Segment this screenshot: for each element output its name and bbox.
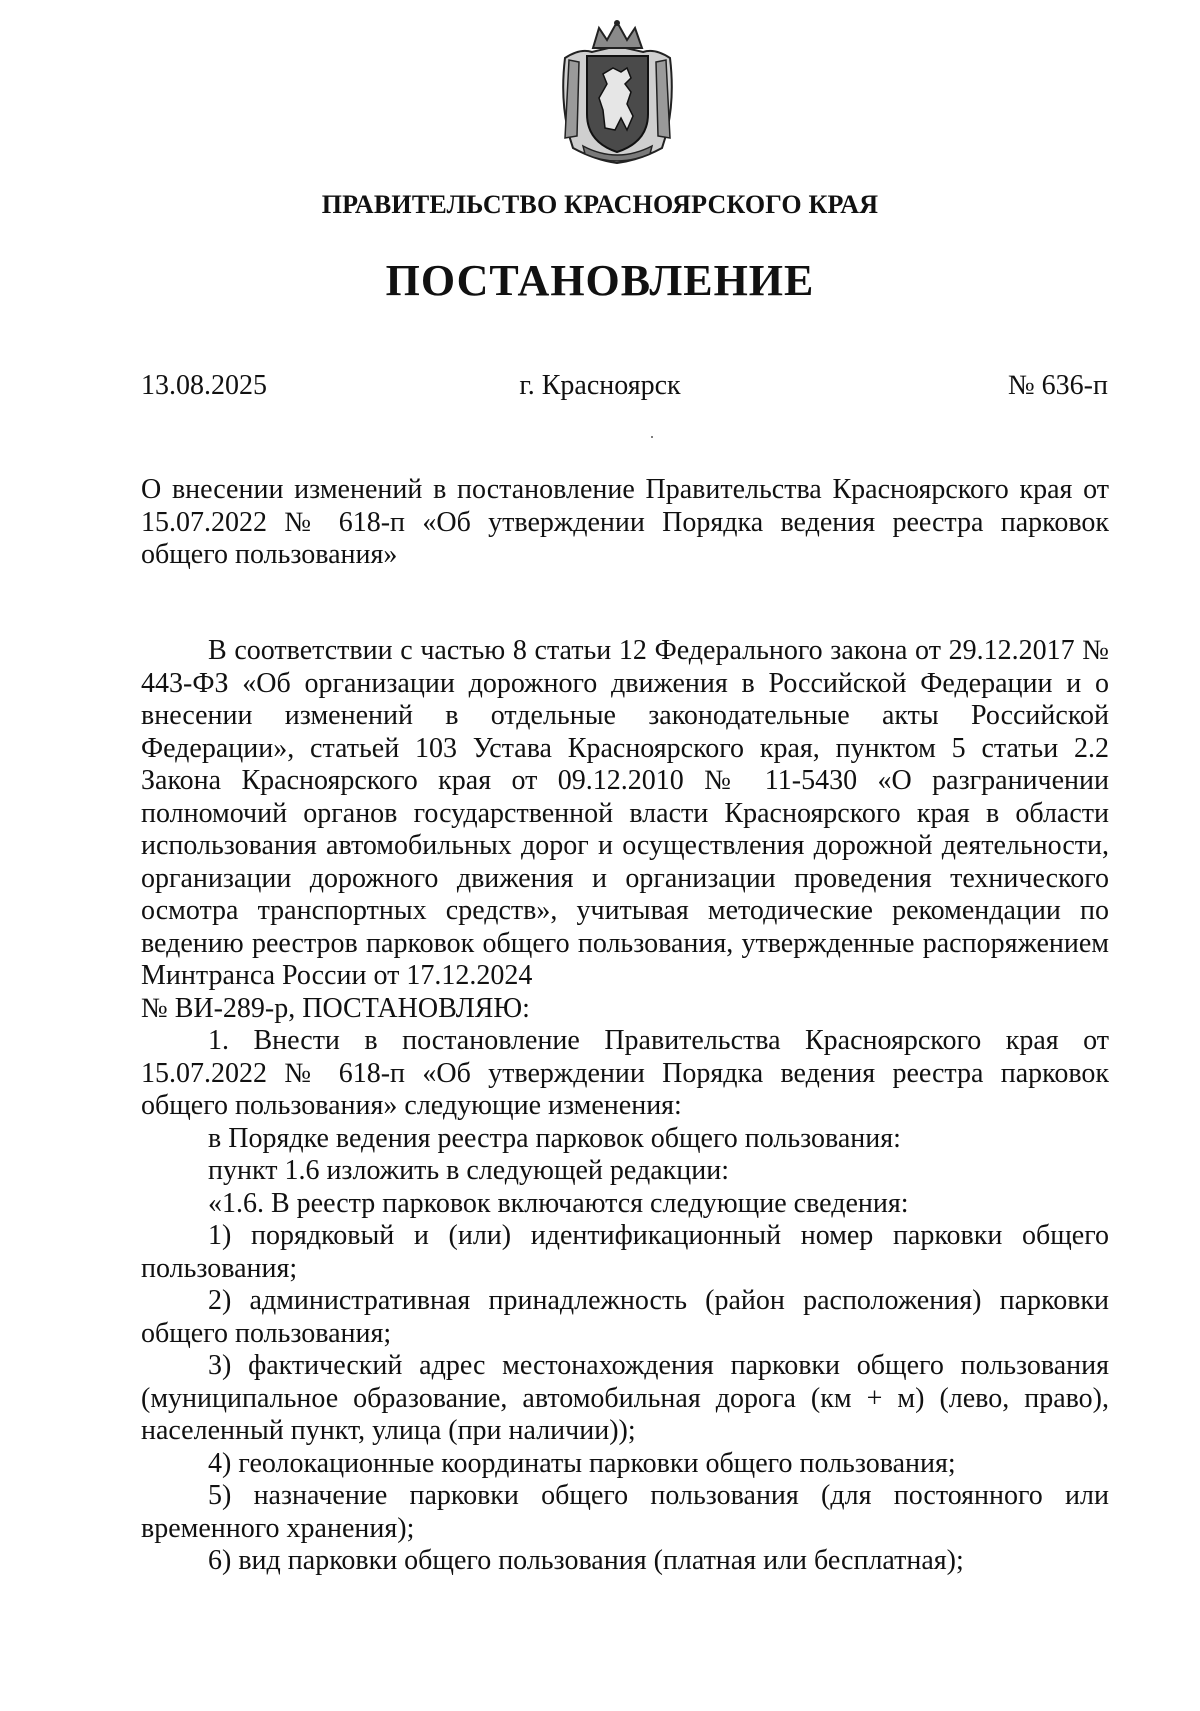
organization-name: ПРАВИТЕЛЬСТВО КРАСНОЯРСКОГО КРАЯ (321, 190, 879, 219)
stray-dot (651, 436, 653, 438)
list-item: 4) геолокационные координаты парковки общего пользования; (208, 1447, 956, 1479)
document-body (141, 635, 1109, 1578)
list-item: 1) порядковый и (или) идентификационный номер парковки общего пользования; (141, 1220, 1109, 1284)
document-number: № 636-п (1007, 370, 1108, 401)
document-subject: О внесении изменений в постановление Правительства Красноярского края от 15.07.2022 № 618-п «Об утверждении Порядка ведения реестра парковок общего пользования» (141, 474, 1109, 570)
list-item: 2) административная принадлежность (район расположения) парковки общего пользования; (141, 1285, 1109, 1349)
list-item: 3) фактический адрес местонахождения парковки общего пользования (муниципальное образование, автомобильная дорога (км + м) (лево, право), населенный пункт, улица (при наличии)); (141, 1350, 1109, 1446)
body-paragraph: пункт 1.6 изложить в следующей редакции: (208, 1155, 729, 1186)
list-item: 5) назначение парковки общего пользования (для постоянного или временного хранения); (141, 1480, 1109, 1544)
body-paragraph: «1.6. В реестр парковок включаются следующие сведения: (208, 1187, 909, 1219)
list-item: 6) вид парковки общего пользования (платная или бесплатная); (208, 1545, 964, 1576)
preamble-resolution-line: № ВИ-289-р, ПОСТАНОВЛЯЮ: (141, 992, 530, 1024)
body-paragraph: в Порядке ведения реестра парковок общего пользования: (208, 1122, 901, 1154)
body-paragraph: 1. Внести в постановление Правительства Красноярского края от 15.07.2022 № 618-п «Об утверждении Порядка ведения реестра парковок общего пользования» следующие изменения: (141, 1025, 1109, 1121)
coat-of-arms-icon (555, 18, 680, 165)
document-type: ПОСТАНОВЛЕНИЕ (385, 256, 815, 305)
document-city: г. Красноярск (519, 370, 681, 401)
preamble-paragraph: В соответствии с частью 8 статьи 12 Федерального закона от 29.12.2017 № 443-ФЗ «Об организации дорожного движения в Российской Федерации и о внесении изменений в отдельные законодательные акты Российской Федерации», статьей 103 Устава Красноярского края, пунктом 5 статьи 2.2 Закона Красноярского края от 09.12.2010 № 11-5430 «О разграничении полномочий органов государственной власти Красноярского края в области использования автомобильных дорог и осуществления дорожной деятельности, организации дорожного движения и организации проведения технического осмотра транспортных средств», учитывая методические рекомендации по ведению реестров парковок общего пользования, утвержденные распоряжением Минтранса России от 17.12.2024 (141, 635, 1109, 991)
document-date: 13.08.2025 (141, 370, 267, 401)
